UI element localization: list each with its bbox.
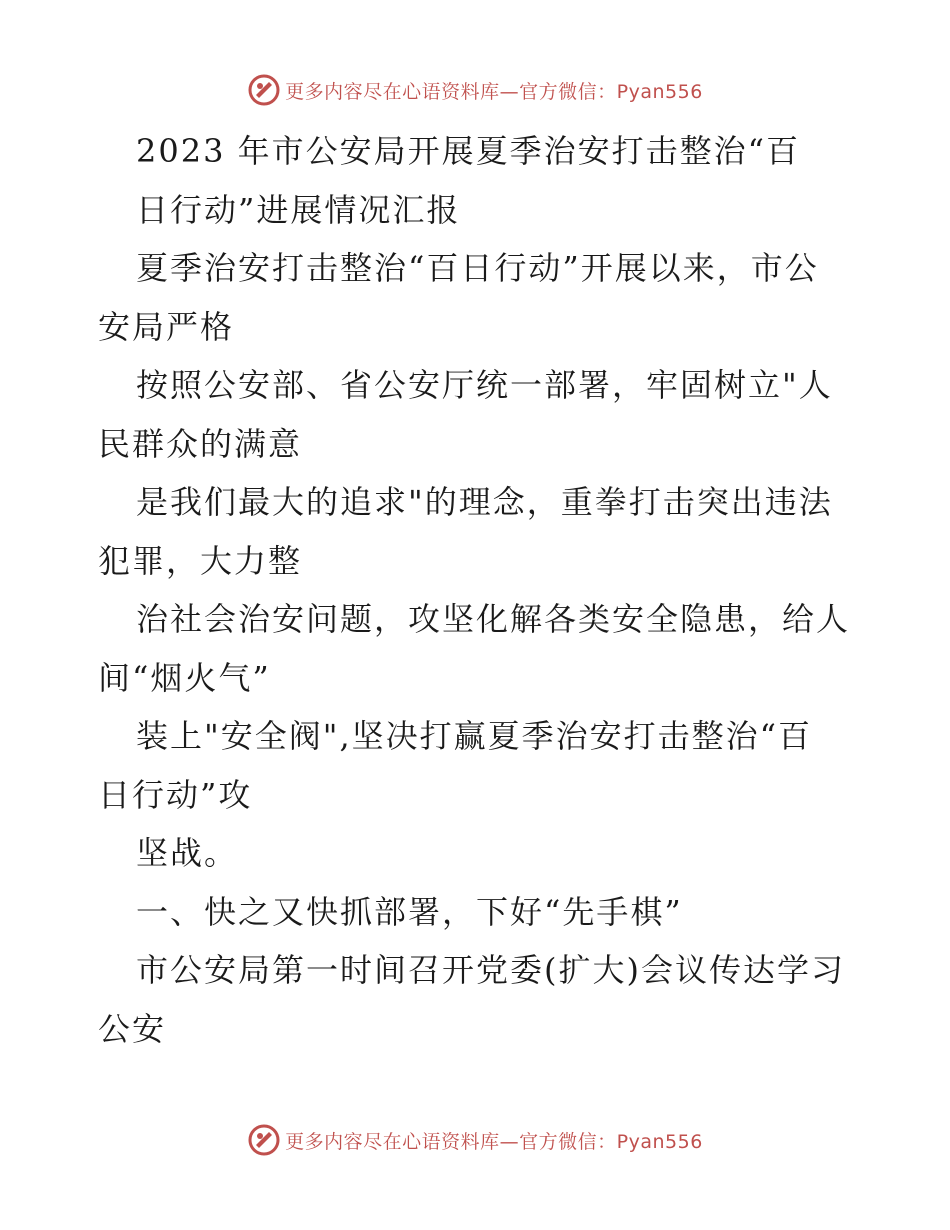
text-line: 市公安局第一时间召开党委(扩大)会议传达学习 [136, 951, 845, 989]
text-line: 日行动”攻 [98, 775, 253, 814]
red-seal-icon [247, 73, 281, 107]
text-line: 安局严格 [98, 307, 235, 346]
text-line: 按照公安部、省公安厅统一部署，牢固树立"人 [136, 366, 833, 404]
text-line: 公安 [98, 1009, 167, 1048]
text-line: 民群众的满意 [98, 424, 303, 463]
header-banner [0, 70, 950, 110]
text-line: 坚战。 [136, 834, 239, 872]
text-line: 治社会治安问题，攻坚化解各类安全隐患，给人 [136, 600, 851, 638]
document-body [98, 122, 878, 1058]
text-line: 日行动”进展情况汇报 [136, 190, 461, 229]
red-seal-icon [247, 1123, 281, 1157]
footer-banner-text: 更多内容尽在心语资料库—官方微信：Pyan556 [285, 1130, 703, 1153]
text-line: 2023 年市公安局开展夏季治安打击整治“百 [136, 132, 800, 170]
text-line: 一、快之又快抓部署，下好“先手棋” [136, 892, 683, 931]
text-line: 夏季治安打击整治“百日行动”开展以来，市公 [136, 249, 819, 287]
header-banner-text: 更多内容尽在心语资料库—官方微信：Pyan556 [285, 80, 703, 103]
text-line: 是我们最大的追求"的理念，重拳打击突出违法 [136, 483, 833, 521]
text-line: 犯罪，大力整 [98, 541, 303, 580]
text-line: 装上"安全阀",坚决打赢夏季治安打击整治“百 [136, 717, 812, 755]
text-line: 间“烟火气” [98, 658, 271, 697]
footer-banner [0, 1120, 950, 1160]
